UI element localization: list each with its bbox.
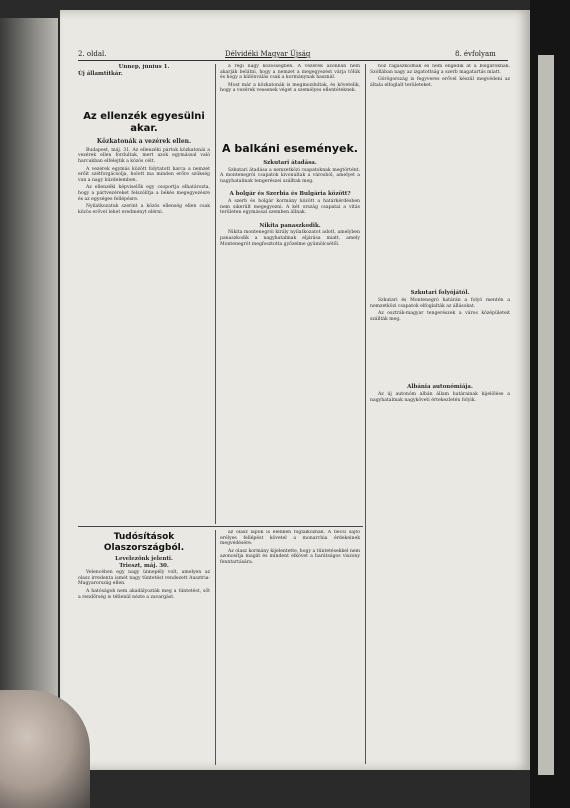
column-divider [215, 64, 216, 524]
paragraph: az olasz lapok is élénken foglalkoznak. A bécsi sajtó erélyes fellépést követel a monarchia érdekeinek megvédésére. [220, 530, 360, 547]
column-2 [220, 64, 360, 524]
page-number-left: 2. oldal. [78, 50, 107, 58]
page-number-right: 8. évfolyam [455, 50, 496, 58]
section-headline: A balkáni események. [222, 141, 358, 155]
article-subhead: Közkatonák a vezérek ellen. [96, 138, 192, 146]
previous-page-edge [0, 18, 58, 738]
paragraph: Most már a közkatonák is megmozdultak, és követelik, hogy a vezérek vessenek véget a személyes ellentéteknek. [220, 82, 360, 94]
book-binding-edge [530, 0, 570, 808]
paragraph: Az olasz kormány kijelentette, hogy a tüntetésekkel nem azonosítja magát és mindent elkövet a barátságos viszony fenntartására. [220, 548, 360, 565]
article-subhead: Albánia autonómiája. [407, 384, 473, 391]
paragraph: A szerb és bolgár kormány között a határkérdésben nem sikerült megegyezni. A két ország csapatai a vitás területen egymással szemben állnak. [220, 198, 360, 216]
kicker: Új államtitkár. [78, 70, 123, 77]
lower-headline: Tudósítások Olaszországból. [103, 532, 185, 553]
paragraph: Szkutari és Montenegró határán a folyó mentén a nemzetközi csapatok elfoglalták az állásokat. [370, 297, 510, 309]
article-subhead: Szkutari átadása. [263, 159, 317, 166]
article-headline: Az ellenzék egyesülni akar. [83, 111, 205, 135]
paragraph: A vezérek egymás között folytatott harca a nemzet erőit szétforgácsolja, holott ma minden erőre szükség van a nagy küzdelemben. [78, 166, 210, 183]
lower-column-1 [78, 530, 210, 765]
column-divider [365, 64, 366, 764]
paragraph: a régi nagy közösségben. A vezérek azonban nem akarják belátni, hogy a nemzet a megegyezést várja tőlük és hogy a különválás csak a kormánynak használ. [220, 64, 360, 81]
paragraph: Az ellenzéki képviselők egy csoportja elhatározta, hogy a pártvezéreket felszólítja a békés megegyezésre és az egységes fellépésre. [78, 185, 210, 202]
paragraph: Az osztrák-magyar tengerészek a város középületeit szállták meg. [370, 311, 510, 322]
newspaper-title: Délvidéki Magyar Újság [225, 50, 311, 58]
article-subhead: Szkutari folyójától. [410, 290, 470, 297]
paragraph: Velencében egy nagy ünnepély volt, amelyen az olasz irredenta ismét nagy tüntetést rendezett Ausztria-Magyarország ellen. [78, 570, 210, 587]
article-subhead: Nikita panaszkodik. [259, 222, 321, 229]
article-subhead: A bolgár és Szerbia és Bulgária között? [229, 191, 351, 198]
paragraph: Nyilatkozatuk szerint a közös ellenség ellen csak közös erővel lehet eredményt elérni. [78, 204, 210, 215]
paragraph: hoz ragaszkodnak és nem engedik át a bolgároknak. Szófiában nagy az izgatottság a szerb magatartás miatt. [370, 64, 510, 75]
paragraph: Szkutari átadása a nemzetközi csapatoknak megtörtént. A montenegrói csapatok kivonultak a városból, amelyet a nagyhatalmak tengerészei szálltak meg. [220, 167, 360, 184]
header-rule [78, 60, 508, 61]
column-1 [78, 64, 210, 524]
article-subhead: Trieszt, máj. 30. [119, 562, 169, 569]
paragraph: Görögország is fegyveres erővel készül megvédeni az általa elfoglalt területeket. [370, 77, 510, 88]
column-3 [370, 64, 510, 764]
section-rule [78, 526, 363, 527]
newspaper-page [60, 10, 530, 770]
paragraph: Nikita montenegrói király nyilatkozatot adott, amelyben panaszkodik a nagyhatalmak eljárása miatt, amely Montenegrót megfosztotta győzelme gyümölcsétől. [220, 230, 360, 247]
next-page-edge [538, 55, 554, 775]
column-divider [215, 530, 216, 765]
paragraph: Az új autonóm albán állam határainak kijelölése a nagyhatalmak nagyköveti értekezletén folyik. [370, 391, 510, 403]
lower-column-2 [220, 530, 360, 765]
paragraph: A hatóságok nem akadályozták meg a tüntetést, sőt a rendőrség is tétlenül nézte a zavargást. [78, 588, 210, 600]
dateline: Levelezőnk jelenti. [115, 556, 173, 562]
paragraph: Budapest, máj. 31. Az ellenzéki pártok közkatonái a vezérek ellen fordultak, mert azok egymással való harcukban elfelejtik a közös célt. [78, 147, 210, 164]
dateline: Ünnep, június 1. [118, 64, 170, 70]
